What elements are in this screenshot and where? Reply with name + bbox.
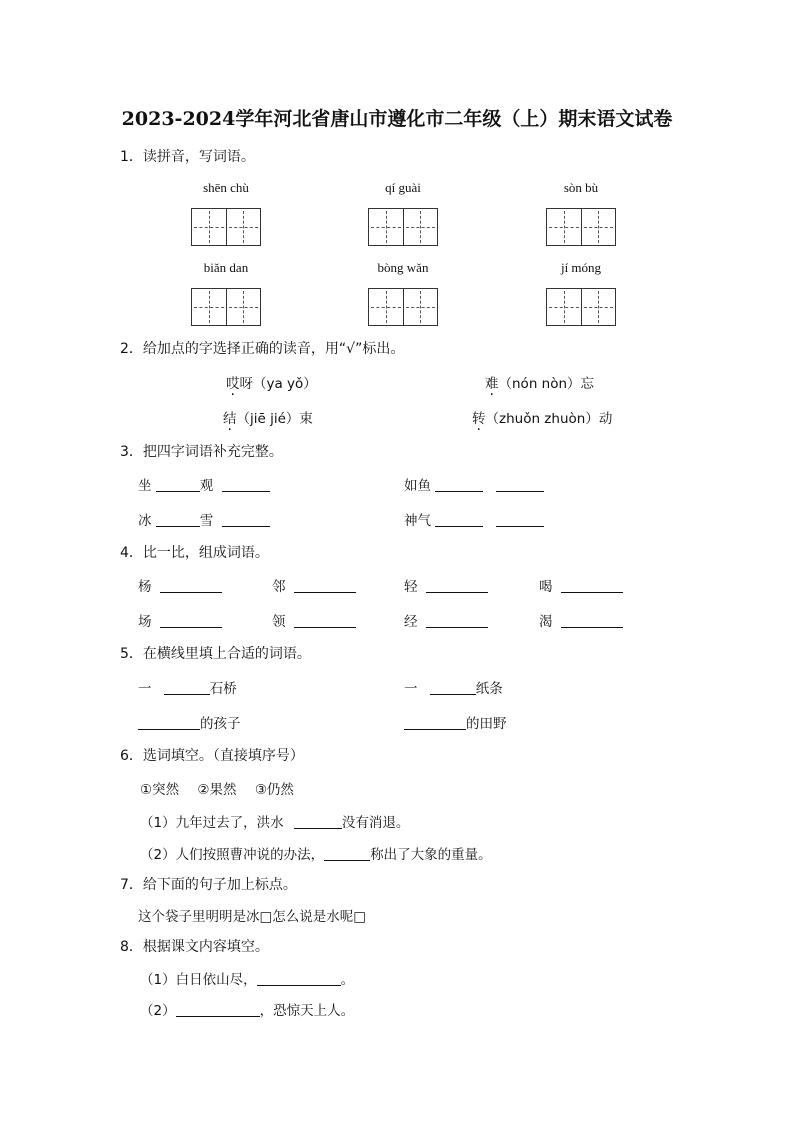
answer-blank[interactable] xyxy=(426,578,488,593)
poem-fill-item xyxy=(140,999,354,1019)
poem-text: 。 xyxy=(340,972,355,988)
phrase-fill-item xyxy=(138,712,241,732)
answer-blank[interactable] xyxy=(138,715,200,730)
pinyin-label: biǎn dan xyxy=(203,260,249,275)
question-7-prompt: 7．给下面的句子加上标点。 xyxy=(120,877,297,893)
compare-char-item xyxy=(539,610,623,630)
sentence-fill-item xyxy=(140,811,409,831)
compare-char: 邻 xyxy=(272,579,286,595)
dotted-char: 转 xyxy=(472,411,486,427)
answer-blank[interactable] xyxy=(294,814,342,829)
tianzige-answer-box[interactable] xyxy=(191,288,261,326)
reading-choice[interactable] xyxy=(485,372,594,392)
pinyin-label: bòng wǎn xyxy=(377,260,429,275)
option-item: ②果然 xyxy=(197,782,237,798)
question-4-prompt: 4．比一比，组成词语。 xyxy=(120,545,269,561)
answer-blank[interactable] xyxy=(222,512,270,527)
pinyin-label: sòn bù xyxy=(563,180,599,195)
reading-options: （nón nòn）忘 xyxy=(498,376,595,392)
compare-char-item xyxy=(404,575,488,595)
answer-blank[interactable] xyxy=(294,613,356,628)
answer-blank[interactable] xyxy=(430,680,476,695)
compare-char: 场 xyxy=(138,614,152,630)
compare-char-item xyxy=(539,575,623,595)
phrase-suffix: 纸条 xyxy=(475,681,503,697)
question-2-prompt: 2．给加点的字选择正确的读音，用“√”标出。 xyxy=(120,341,405,357)
compare-char: 渴 xyxy=(539,614,553,630)
option-list xyxy=(140,778,294,798)
tianzige-answer-box[interactable] xyxy=(191,208,261,246)
idiom-char: 如鱼 xyxy=(404,478,431,494)
compare-char: 轻 xyxy=(404,579,418,595)
answer-blank[interactable] xyxy=(257,971,341,986)
sentence-text: 没有消退。 xyxy=(341,815,410,831)
compare-char-item xyxy=(272,575,356,595)
pinyin-label: qí guài xyxy=(385,180,421,195)
answer-blank[interactable] xyxy=(176,1002,260,1017)
tianzige-answer-box[interactable] xyxy=(368,288,438,326)
answer-blank[interactable] xyxy=(561,578,623,593)
phrase-suffix: 的孩子 xyxy=(200,716,241,732)
pinyin-label: jí móng xyxy=(560,260,602,275)
option-item: ③仍然 xyxy=(254,782,294,798)
pinyin-label: shēn chù xyxy=(203,180,249,195)
reading-options: （zhuǒn zhuòn）动 xyxy=(485,411,613,427)
compare-char-item xyxy=(138,610,222,630)
phrase-fill-item xyxy=(404,677,503,697)
answer-blank[interactable] xyxy=(496,477,544,492)
reading-options: （jiē jié）束 xyxy=(236,411,313,427)
compare-char-item xyxy=(272,610,356,630)
reading-choice[interactable] xyxy=(223,407,313,427)
poem-text: （2） xyxy=(140,1003,176,1019)
sentence-text: 称出了大象的重量。 xyxy=(370,847,492,863)
answer-blank[interactable] xyxy=(324,846,370,861)
answer-blank[interactable] xyxy=(156,477,200,492)
question-3-prompt: 3．把四字词语补充完整。 xyxy=(120,444,283,460)
poem-fill-item xyxy=(140,968,354,988)
compare-char: 领 xyxy=(272,614,286,630)
compare-char: 杨 xyxy=(138,579,152,595)
phrase-prefix: 一 xyxy=(138,681,152,697)
reading-options: 呀（ya yǒ） xyxy=(239,376,317,392)
phrase-fill-item xyxy=(404,712,507,732)
question-1-prompt: 1．读拼音，写词语。 xyxy=(120,149,255,165)
answer-blank[interactable] xyxy=(404,715,466,730)
phrase-suffix: 石桥 xyxy=(209,681,237,697)
dotted-char: 结 xyxy=(223,411,237,427)
dotted-char: 难 xyxy=(485,376,499,392)
answer-blank[interactable] xyxy=(164,680,210,695)
poem-text: ，恐惊天上人。 xyxy=(259,1003,355,1019)
compare-char: 喝 xyxy=(539,579,553,595)
tianzige-answer-box[interactable] xyxy=(546,288,616,326)
idiom-fill-item xyxy=(404,509,544,529)
question-8-prompt: 8．根据课文内容填空。 xyxy=(120,939,269,955)
phrase-prefix: 一 xyxy=(404,681,418,697)
tianzige-answer-box[interactable] xyxy=(368,208,438,246)
sentence-fill-item xyxy=(140,843,492,863)
reading-choice[interactable] xyxy=(472,407,612,427)
idiom-fill-item xyxy=(404,474,544,494)
question-6-prompt: 6．选词填空。（直接填序号） xyxy=(120,748,304,764)
idiom-char: 雪 xyxy=(199,513,214,529)
reading-choice[interactable] xyxy=(226,372,317,392)
answer-blank[interactable] xyxy=(435,512,483,527)
answer-blank[interactable] xyxy=(294,578,356,593)
idiom-fill-item xyxy=(138,509,270,529)
answer-blank[interactable] xyxy=(426,613,488,628)
compare-char-item xyxy=(138,575,222,595)
dotted-char: 哎 xyxy=(226,376,240,392)
compare-char: 经 xyxy=(404,614,418,630)
phrase-suffix: 的田野 xyxy=(466,716,507,732)
page-title: 2023-2024学年河北省唐山市遵化市二年级（上）期末语文试卷 xyxy=(121,108,673,130)
poem-text: （1）白日依山尽， xyxy=(140,972,257,988)
idiom-char: 冰 xyxy=(138,513,152,529)
option-item: ①突然 xyxy=(140,782,180,798)
sentence-text: （2）人们按照曹冲说的办法， xyxy=(140,847,325,863)
phrase-fill-item xyxy=(138,677,237,697)
question-5-prompt: 5．在横线里填上合适的词语。 xyxy=(120,646,311,662)
idiom-char: 观 xyxy=(199,478,214,494)
answer-blank[interactable] xyxy=(496,512,544,527)
answer-blank[interactable] xyxy=(561,613,623,628)
answer-blank[interactable] xyxy=(160,578,222,593)
idiom-fill-item xyxy=(138,474,270,494)
answer-blank[interactable] xyxy=(156,512,200,527)
idiom-char: 坐 xyxy=(138,478,152,494)
compare-char-item xyxy=(404,610,488,630)
tianzige-answer-box[interactable] xyxy=(546,208,616,246)
sentence-text: （1）九年过去了，洪水 xyxy=(140,815,284,831)
answer-blank[interactable] xyxy=(160,613,222,628)
punctuation-sentence: 这个袋子里明明是冰□怎么说是水呢□ xyxy=(138,909,367,925)
answer-blank[interactable] xyxy=(435,477,483,492)
answer-blank[interactable] xyxy=(222,477,270,492)
idiom-char: 神气 xyxy=(404,513,431,529)
